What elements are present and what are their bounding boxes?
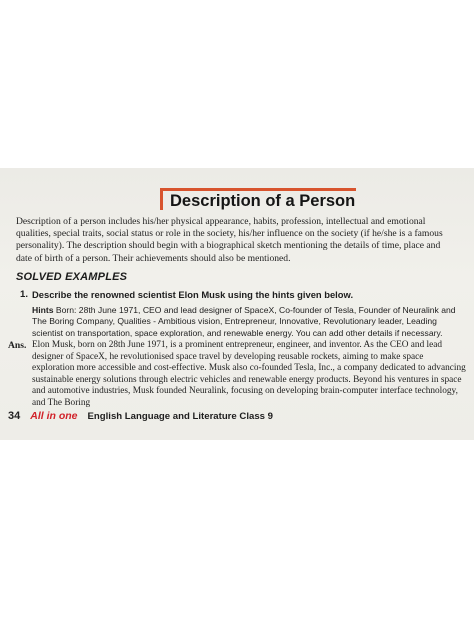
page-title: Description of a Person: [170, 192, 356, 210]
section-heading: SOLVED EXAMPLES: [16, 271, 128, 283]
intro-paragraph: Description of a person includes his/her physical appearance, habits, profession, intellectual and emotional qualities, special traits, social status or role in the society, his/her influence on the society (if he/she is a famous personality). The description should begin with a biographical sketch mentioning the details of time, place and date of birth of a person. Their achievements should also be mentioned.: [16, 216, 443, 264]
title-block: [160, 188, 360, 214]
question-text: Describe the renowned scientist Elon Musk using the hints given below.: [32, 289, 354, 300]
brand-logo: All in one: [30, 410, 78, 422]
title-accent-side: [160, 188, 163, 210]
hints-text: Born: 28th June 1971, CEO and lead designer of SpaceX, Co-founder of Tesla, Founder of Neuralink and The Boring Company, Qualities - Ambitious vision, Entrepreneur, Innovative, Revolutionary leader, Leading scientist on transportation, space exploration, and renewable energy. You can add other details if necessary.: [32, 305, 456, 338]
question-number: 1.: [20, 289, 29, 300]
answer-text: Elon Musk, born on 28th June 1971, is a prominent entrepreneur, engineer, and inventor. As the CEO and lead designer of SpaceX, he revolutionised space travel by developing reusable rockets, aiming to make space exploration more accessible and cost-effective. Musk also co-founded Tesla, Inc., a company dedicated to advancing sustainable energy solutions through electric vehicles and renewable energy products. Beyond his ventures in space and automotive industries, Musk founded Neuralink, focusing on developing brain-computer interface technology, and The Boring: [32, 340, 466, 408]
scanned-page: [0, 168, 474, 440]
answer-label: Ans.: [8, 340, 27, 351]
book-title: English Language and Literature Class 9: [87, 410, 274, 422]
hints-label: Hints: [32, 305, 54, 315]
page-footer: [8, 408, 468, 424]
hints-paragraph: [32, 305, 468, 339]
page-number: 34: [8, 410, 21, 422]
title-accent-bar: [160, 188, 356, 191]
